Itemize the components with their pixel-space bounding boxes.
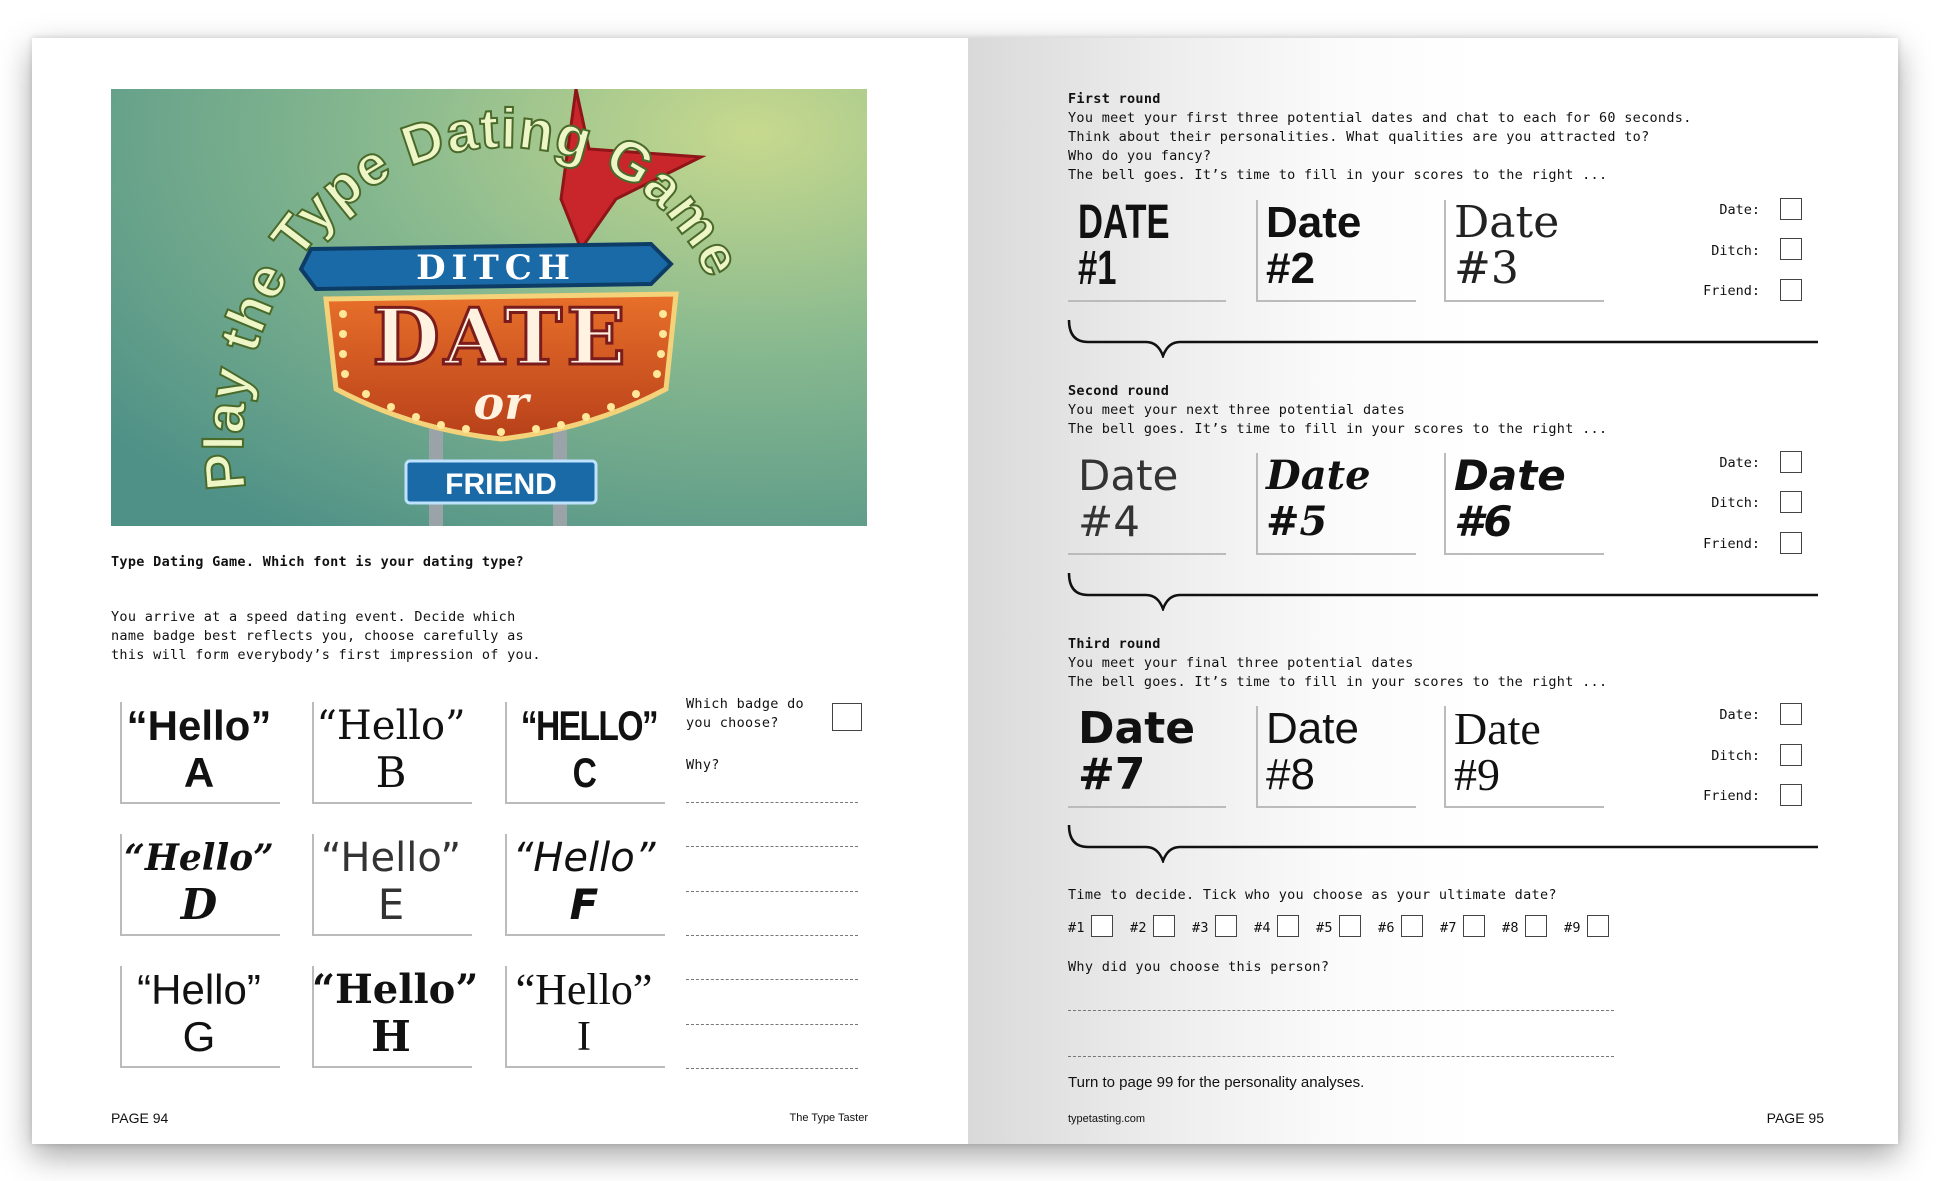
score-label-ditch: Ditch: <box>1711 748 1760 764</box>
ultimate-choice-row: #1 #2 #3 #4 #5 #6 #7 #8 #9 <box>1068 915 1628 941</box>
date-card-5[interactable] <box>1256 453 1414 553</box>
date-card-number: #4 <box>1078 497 1140 546</box>
date-card-word: Date <box>1266 704 1359 753</box>
date-card-number: #9 <box>1454 749 1500 800</box>
answer-line[interactable] <box>686 846 858 847</box>
badge-word: “Hello” <box>512 835 656 881</box>
round-1-divider <box>1066 318 1820 358</box>
answer-line[interactable] <box>686 891 858 892</box>
round-2-ditch-checkbox[interactable] <box>1780 491 1802 513</box>
choice-6-checkbox[interactable] <box>1401 915 1423 937</box>
date-card-number: #5 <box>1266 498 1328 545</box>
choice-3-checkbox[interactable] <box>1215 915 1237 937</box>
round-2-friend-checkbox[interactable] <box>1780 532 1802 554</box>
decide-prompt: Time to decide. Tick who you choose as your ultimate date? <box>1068 887 1557 903</box>
why-choose-label: Why did you choose this person? <box>1068 959 1330 975</box>
date-card-word: Date <box>1454 197 1560 248</box>
date-card-6[interactable] <box>1444 453 1602 553</box>
badge-word: “Hello” <box>320 835 462 881</box>
date-card-word: Date <box>1454 451 1566 500</box>
choice-8-checkbox[interactable] <box>1525 915 1547 937</box>
badge-e[interactable] <box>312 834 470 934</box>
date-card-7[interactable] <box>1068 703 1226 806</box>
badge-letter: E <box>377 880 405 929</box>
round-1-text: First round You meet your first three potential dates and chat to each for 60 seconds. Think about their personalities. What qualities are you attracted to? Who do you fancy? The bell goes. It’s time to fill in your scores to the right ... <box>1068 91 1692 183</box>
why-choose-line[interactable] <box>1068 1056 1614 1057</box>
badge-f[interactable] <box>505 834 663 934</box>
left-page-number: PAGE 94 <box>111 1110 169 1126</box>
round-3-date-checkbox[interactable] <box>1780 703 1802 725</box>
badge-answer-box[interactable] <box>832 703 862 731</box>
choice-4-checkbox[interactable] <box>1277 915 1299 937</box>
badge-b[interactable] <box>312 702 470 802</box>
date-card-number: #6 <box>1454 497 1513 546</box>
dating-game-sign-image <box>111 89 867 526</box>
badge-d[interactable] <box>120 834 278 934</box>
date-card-number: #3 <box>1454 243 1519 294</box>
choice-9-checkbox[interactable] <box>1587 915 1609 937</box>
answer-line[interactable] <box>686 1068 858 1069</box>
score-label-friend: Friend: <box>1703 536 1760 552</box>
date-card-word: Date <box>1266 452 1371 499</box>
score-label-date: Date: <box>1719 707 1760 723</box>
badge-a[interactable] <box>120 702 278 802</box>
date-card-9[interactable] <box>1444 703 1602 806</box>
badge-word: “Hello” <box>312 966 479 1013</box>
date-card-4[interactable] <box>1068 453 1226 553</box>
badge-letter: F <box>569 880 599 929</box>
badge-letter: C <box>572 749 596 796</box>
badge-word: “Hello” <box>316 703 466 749</box>
date-card-word: Date <box>1078 451 1179 500</box>
round-3-text: Third round You meet your final three potential dates The bell goes. It’s time to fill in your scores to the right ... <box>1068 636 1608 690</box>
hero-sign-or: or <box>473 376 529 430</box>
score-label-date: Date: <box>1719 202 1760 218</box>
badge-c[interactable] <box>505 702 663 802</box>
hero-arc-title: Play the Type Dating Game <box>191 96 755 494</box>
answer-line[interactable] <box>686 802 858 803</box>
choice-2-checkbox[interactable] <box>1153 915 1175 937</box>
round-2-divider <box>1066 571 1820 611</box>
hero-sign-date: DATE <box>372 292 630 383</box>
round-2-date-checkbox[interactable] <box>1780 451 1802 473</box>
date-card-number: #8 <box>1266 750 1315 799</box>
badge-word: “Hello” <box>515 965 653 1014</box>
date-card-1[interactable] <box>1068 196 1226 300</box>
score-label-ditch: Ditch: <box>1711 495 1760 511</box>
left-caption: Type Dating Game. Which font is your dating type? <box>111 554 524 570</box>
hero-sign-ditch: DITCH <box>416 248 576 288</box>
badge-letter: G <box>182 1013 216 1060</box>
badge-letter: A <box>183 749 215 796</box>
answer-line[interactable] <box>686 1024 858 1025</box>
badge-h[interactable] <box>312 966 479 1066</box>
badge-word: “Hello” <box>137 966 261 1013</box>
round-2-text: Second round You meet your next three potential dates The bell goes. It’s time to fill in your scores to the right ... <box>1068 383 1608 437</box>
round-3-ditch-checkbox[interactable] <box>1780 744 1802 766</box>
round-3-divider <box>1066 823 1820 863</box>
round-1-date-checkbox[interactable] <box>1780 198 1802 220</box>
badge-letter: D <box>180 880 218 929</box>
date-card-word: Date <box>1266 198 1362 247</box>
website: typetasting.com <box>1068 1113 1146 1125</box>
round-1-friend-checkbox[interactable] <box>1780 279 1802 301</box>
badge-i[interactable] <box>505 966 663 1066</box>
round-1-ditch-checkbox[interactable] <box>1780 238 1802 260</box>
turn-to-note: Turn to page 99 for the personality analyses. <box>1068 1074 1365 1091</box>
date-card-word: DATE <box>1078 196 1170 249</box>
date-card-3[interactable] <box>1444 197 1602 300</box>
badge-letter: B <box>375 748 407 797</box>
why-label: Why? <box>686 757 720 773</box>
date-card-number: #7 <box>1078 749 1146 800</box>
why-choose-line[interactable] <box>1068 1010 1614 1011</box>
choice-7-checkbox[interactable] <box>1463 915 1485 937</box>
badge-g[interactable] <box>120 966 278 1066</box>
score-label-ditch: Ditch: <box>1711 243 1760 259</box>
answer-line[interactable] <box>686 935 858 936</box>
badge-word: “Hello” <box>124 837 274 879</box>
date-card-8[interactable] <box>1256 706 1414 806</box>
choice-5-checkbox[interactable] <box>1339 915 1361 937</box>
right-page-number: PAGE 95 <box>1766 1110 1824 1126</box>
choice-1-checkbox[interactable] <box>1091 915 1113 937</box>
hero-illustration <box>111 89 867 526</box>
book-title: The Type Taster <box>789 1112 868 1124</box>
round-3-friend-checkbox[interactable] <box>1780 784 1802 806</box>
date-card-number: #1 <box>1078 242 1117 295</box>
answer-line[interactable] <box>686 979 858 980</box>
date-card-word: Date <box>1078 703 1196 754</box>
date-card-2[interactable] <box>1256 200 1414 300</box>
badge-letter: H <box>371 1012 411 1061</box>
badge-word: “Hello” <box>126 702 272 749</box>
hero-sign-friend: FRIEND <box>445 468 557 501</box>
score-label-friend: Friend: <box>1703 788 1760 804</box>
score-label-friend: Friend: <box>1703 283 1760 299</box>
date-card-word: Date <box>1454 703 1541 754</box>
date-card-number: #2 <box>1266 244 1315 293</box>
score-label-date: Date: <box>1719 455 1760 471</box>
badge-question: Which badge do you choose? <box>686 696 804 731</box>
badge-word: “HELLO” <box>520 702 658 749</box>
badge-letter: I <box>577 1014 591 1060</box>
left-intro: You arrive at a speed dating event. Decide which name badge best reflects you, choose carefully as this will form everybody’s first impression of you. <box>111 609 541 663</box>
